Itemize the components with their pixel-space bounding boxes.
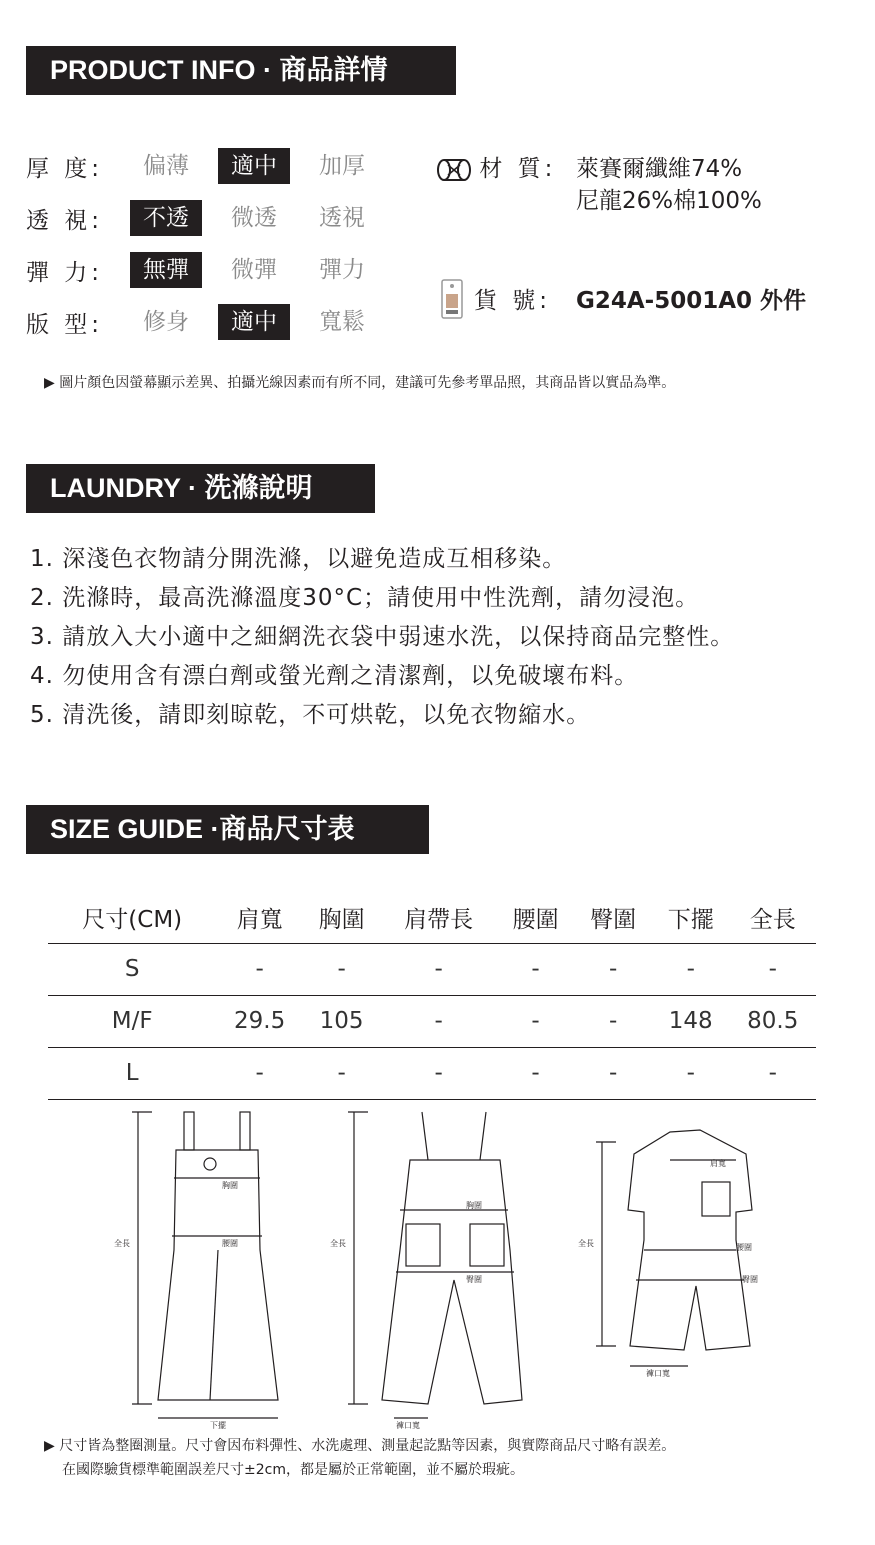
size-cell: - (380, 1047, 496, 1099)
size-cell: L (48, 1047, 216, 1099)
laundry-item: 1. 深淺色衣物請分開洗滌，以避免造成互相移染。 (30, 546, 567, 572)
attribute-option: 微彈 (231, 257, 277, 283)
laundry-header: LAUNDRY · 洗滌說明 (26, 464, 375, 513)
sku-block (440, 278, 464, 320)
attribute-option: 彈力 (319, 257, 365, 283)
laundry-list (30, 540, 734, 735)
column-header: 胸圍 (303, 893, 381, 943)
diagram-label-leg-opening: 褲口寬 (646, 1369, 670, 1378)
size-cell: 80.5 (730, 995, 816, 1047)
attribute-label: 彈 力: (26, 259, 104, 286)
diagram-label-full-length: 全長 (578, 1239, 594, 1248)
garment-measurement-diagrams (110, 1100, 770, 1430)
thread-spool-icon (436, 157, 472, 183)
attribute-option-selected: 適中 (218, 304, 290, 340)
laundry-item: 2. 洗滌時，最高洗滌溫度30°C；請使用中性洗劑，請勿浸泡。 (30, 585, 700, 611)
size-cell: 105 (303, 995, 381, 1047)
color-disclaimer-note: ▶ 圖片顏色因螢幕顯示差異、拍攝光線因素而有所不同，建議可先參考單品照，其商品皆以實品為準。 (44, 375, 676, 391)
size-note-line-1: ▶ 尺寸皆為整圈測量。尺寸會因布料彈性、水洗處理、測量起訖點等因素，與實際商品尺寸略有誤差。 (44, 1438, 676, 1454)
size-cell: - (380, 943, 496, 995)
column-header: 肩寬 (216, 893, 302, 943)
attribute-label: 厚 度: (26, 155, 104, 182)
sku-label: 貨 號: (474, 288, 552, 314)
diagram-label-hem: 下擺 (210, 1421, 226, 1430)
size-cell: S (48, 943, 216, 995)
table-row (48, 943, 816, 995)
attribute-row-transparency (26, 200, 394, 236)
diagram-label-chest: 胸圍 (466, 1201, 482, 1210)
wide-leg-overall-drawing (132, 1112, 278, 1418)
jumpsuit-drawing (596, 1130, 752, 1366)
diagram-label-full-length: 全長 (330, 1239, 346, 1248)
size-cell: - (730, 943, 816, 995)
attribute-option: 加厚 (319, 153, 365, 179)
size-cell: M/F (48, 995, 216, 1047)
material-value-2: 尼龍26%棉100% (576, 188, 762, 214)
laundry-item: 5. 清洗後，請即刻晾乾，不可烘乾，以免衣物縮水。 (30, 702, 591, 728)
attribute-option-selected: 無彈 (130, 252, 202, 288)
size-cell: - (216, 943, 302, 995)
attribute-option: 修身 (143, 309, 189, 335)
tag-icon (440, 278, 464, 320)
size-table-header-row (48, 893, 816, 943)
attribute-row-thickness (26, 148, 394, 184)
attribute-option-selected: 適中 (218, 148, 290, 184)
material-label: 材 質: (479, 156, 557, 182)
sku-value: G24A-5001A0 外件 (576, 288, 807, 314)
size-cell: - (497, 943, 575, 995)
size-cell: - (652, 1047, 730, 1099)
attribute-row-fit (26, 304, 394, 340)
size-cell: - (574, 995, 652, 1047)
size-cell: - (216, 1047, 302, 1099)
tapered-overall-drawing (348, 1112, 522, 1418)
size-note (44, 1434, 675, 1482)
product-info-header: PRODUCT INFO · 商品詳情 (26, 46, 456, 95)
laundry-item: 4. 勿使用含有漂白劑或螢光劑之清潔劑，以免破壞布料。 (30, 663, 639, 689)
column-header: 腰圍 (497, 893, 575, 943)
laundry-item: 3. 請放入大小適中之細網洗衣袋中弱速水洗，以保持商品完整性。 (30, 624, 735, 650)
size-cell: - (380, 995, 496, 1047)
attribute-option-selected: 不透 (130, 200, 202, 236)
attribute-option: 微透 (231, 205, 277, 231)
size-cell: 148 (652, 995, 730, 1047)
size-cell: - (652, 943, 730, 995)
size-cell: - (497, 1047, 575, 1099)
diagram-label-hip: 臀圍 (466, 1275, 482, 1284)
size-cell: - (497, 995, 575, 1047)
size-table (48, 893, 816, 1100)
size-cell: - (303, 1047, 381, 1099)
diagram-label-waist: 腰圍 (222, 1239, 238, 1248)
size-cell: - (574, 1047, 652, 1099)
diagram-label-shoulder: 肩寬 (710, 1159, 726, 1168)
size-cell: - (730, 1047, 816, 1099)
diagram-label-chest: 胸圍 (222, 1181, 238, 1190)
attribute-option: 偏薄 (143, 153, 189, 179)
column-header: 尺寸(CM) (48, 893, 216, 943)
attribute-label: 版 型: (26, 311, 104, 338)
size-guide-header: SIZE GUIDE ·商品尺寸表 (26, 805, 429, 854)
table-row (48, 995, 816, 1047)
diagram-label-hip: 臀圍 (742, 1275, 758, 1284)
material-value-1: 萊賽爾纖維74% (576, 156, 743, 182)
column-header: 下擺 (652, 893, 730, 943)
attribute-label: 透 視: (26, 207, 104, 234)
diagram-label-full-length: 全長 (114, 1239, 130, 1248)
column-header: 全長 (730, 893, 816, 943)
size-note-line-2: 在國際驗貨標準範圍誤差尺寸±2cm，都是屬於正常範圍，並不屬於瑕疵。 (62, 1462, 524, 1478)
attribute-option: 寬鬆 (319, 309, 365, 335)
table-row (48, 1047, 816, 1099)
attribute-row-elasticity (26, 252, 394, 288)
column-header: 臀圍 (574, 893, 652, 943)
size-cell: - (303, 943, 381, 995)
size-cell: - (574, 943, 652, 995)
column-header: 肩帶長 (380, 893, 496, 943)
attribute-option: 透視 (319, 205, 365, 231)
diagram-label-waist: 腰圍 (736, 1243, 752, 1252)
material-block (436, 150, 556, 183)
diagram-label-leg-opening: 褲口寬 (396, 1421, 420, 1430)
size-cell: 29.5 (216, 995, 302, 1047)
